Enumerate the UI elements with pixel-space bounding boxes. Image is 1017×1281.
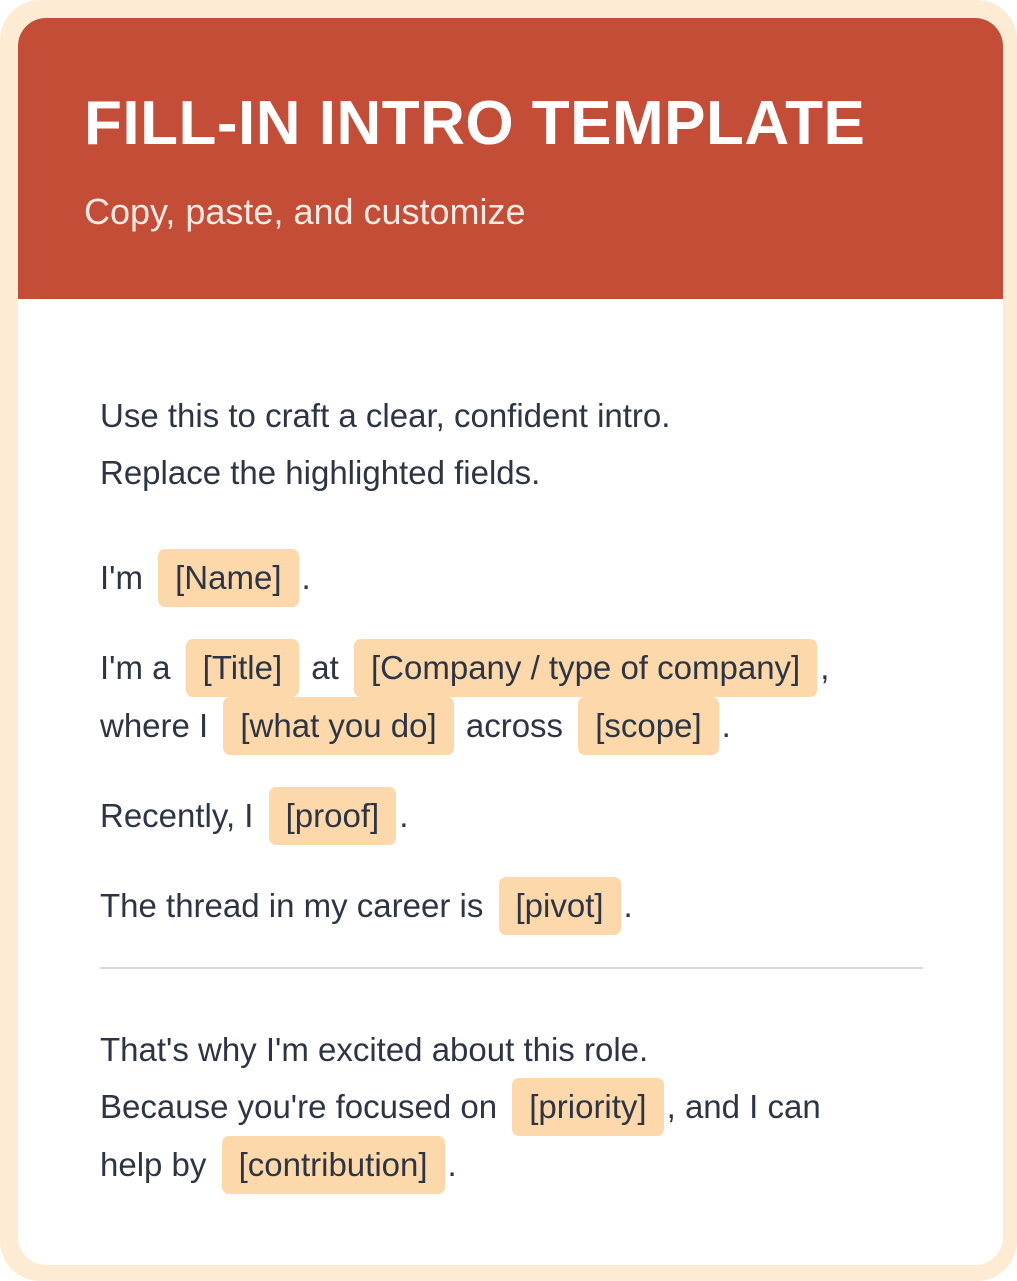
- text-segment: Because you're focused on: [100, 1088, 498, 1125]
- text-segment: at: [311, 649, 339, 686]
- instructions: [100, 387, 923, 501]
- instruction-line-1: Use this to craft a clear, confident intro.: [100, 397, 671, 434]
- text-segment: Recently, I: [100, 797, 254, 834]
- text-segment: .: [447, 1146, 457, 1183]
- sentence-pivot: [100, 877, 923, 935]
- text-segment: help by: [100, 1146, 207, 1183]
- text-segment: .: [301, 559, 311, 596]
- page-title: FILL-IN INTRO TEMPLATE: [84, 89, 866, 158]
- field-priority[interactable]: [priority]: [512, 1078, 663, 1136]
- field-title[interactable]: [Title]: [186, 639, 299, 697]
- sentence-name: [100, 549, 923, 607]
- instruction-line-2: Replace the highlighted fields.: [100, 454, 541, 491]
- text-segment: ,: [820, 649, 830, 686]
- text-segment: , and I can: [666, 1088, 821, 1125]
- field-what-you-do[interactable]: [what you do]: [223, 697, 453, 755]
- section-divider: [100, 967, 923, 969]
- card-header: [18, 18, 1003, 299]
- text-segment: I'm a: [100, 649, 171, 686]
- text-segment: .: [721, 707, 731, 744]
- field-company[interactable]: [Company / type of company]: [354, 639, 817, 697]
- closing-sentence: [100, 1078, 923, 1194]
- field-pivot[interactable]: [pivot]: [499, 877, 621, 935]
- field-name[interactable]: [Name]: [158, 549, 298, 607]
- text-segment: .: [623, 887, 633, 924]
- field-proof[interactable]: [proof]: [269, 787, 397, 845]
- sentence-proof: [100, 787, 923, 845]
- text-segment: where I: [100, 707, 209, 744]
- sentence-role: [100, 639, 923, 755]
- closing-line-1: That's why I'm excited about this role.: [100, 1031, 649, 1068]
- closing-section: [100, 1021, 923, 1194]
- intro-template-card: [18, 18, 1003, 1265]
- text-segment: I'm: [100, 559, 143, 596]
- text-segment: across: [465, 707, 564, 744]
- card-body: [18, 299, 1003, 1194]
- text-segment: .: [399, 797, 409, 834]
- text-segment: The thread in my career is: [100, 887, 484, 924]
- page-subtitle: Copy, paste, and customize: [84, 191, 526, 232]
- field-contribution[interactable]: [contribution]: [222, 1136, 445, 1194]
- field-scope[interactable]: [scope]: [578, 697, 718, 755]
